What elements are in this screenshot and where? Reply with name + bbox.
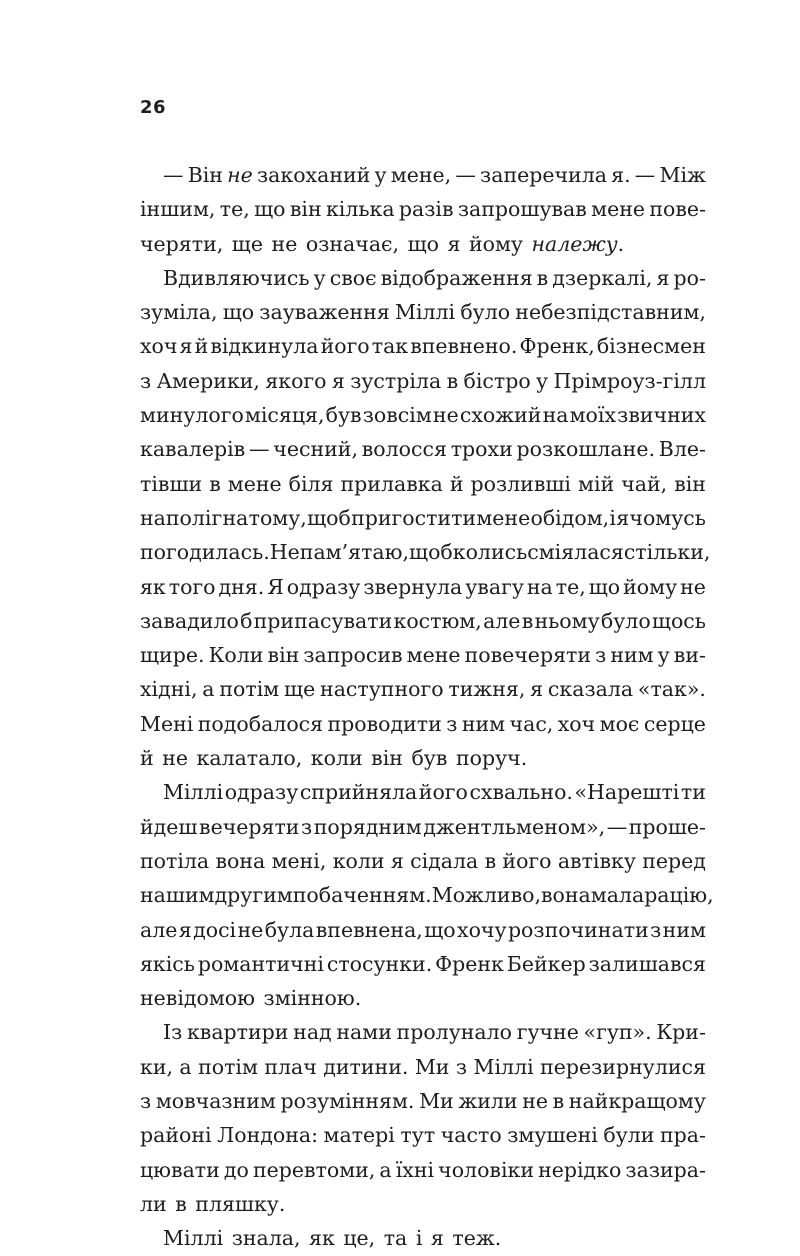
text-word: звернула [363, 574, 463, 599]
text-word: минулого [140, 403, 244, 428]
text-word: а [202, 677, 215, 702]
text-word: Міллі [394, 300, 456, 325]
text-word: ли [140, 1191, 167, 1216]
text-word: пра- [660, 1123, 706, 1148]
text-word: пам’ятаю, [299, 540, 410, 565]
text-word: повечеряти [464, 643, 592, 668]
text-word: Не [269, 540, 300, 565]
text-word: одразу [286, 574, 361, 599]
text-word: не [271, 231, 298, 256]
text-word: їхні [395, 1157, 435, 1182]
text-word: — [248, 437, 270, 462]
text-word: зауваження [259, 300, 390, 325]
text-word: я [656, 265, 670, 290]
text-word: його [502, 848, 552, 873]
text-line [140, 741, 706, 775]
text-word: не [237, 917, 264, 942]
text-word: йому [468, 231, 523, 256]
text-word: мене [591, 197, 646, 222]
text-word: у [536, 368, 549, 393]
text-word: мене, [390, 163, 452, 187]
text-word: Прімроуз-гілл [553, 368, 706, 393]
text-word: але [483, 608, 521, 633]
text-word: завадило [140, 608, 239, 633]
text-word: в [446, 368, 459, 393]
text-word: невідомою [140, 986, 255, 1011]
text-word: розпочинати [507, 917, 649, 942]
text-word: сідала [410, 848, 479, 873]
text-word: біля [288, 471, 334, 496]
text-word: йдеш [140, 814, 198, 839]
text-word: потім [219, 677, 280, 702]
text-word: він [267, 643, 300, 668]
text-line [140, 432, 706, 466]
text-word: чай, [621, 471, 668, 496]
text-word: вона [540, 883, 591, 908]
text-word: одразу [224, 780, 299, 805]
text-word: «Нарешті [574, 780, 680, 805]
text-word: над [293, 1020, 332, 1045]
text-word: й [194, 334, 209, 359]
text-word: вечеряти [199, 814, 300, 839]
text-word: Із [163, 1020, 183, 1045]
text-line [140, 227, 706, 261]
text-word: у [313, 265, 326, 290]
text-word: стосунки. [326, 951, 433, 976]
text-word: бістро [463, 368, 531, 393]
text-word: районі [140, 1123, 212, 1148]
text-line [140, 261, 706, 295]
text-word: плач [264, 1054, 317, 1079]
text-word: до [223, 1157, 249, 1182]
text-word: разів [398, 197, 454, 222]
text-word: у [374, 163, 387, 187]
text-word: кавалерів [140, 437, 246, 462]
text-word: трохи [450, 437, 513, 462]
text-word: з [301, 814, 313, 839]
text-word: якісь [140, 951, 195, 976]
text-line [140, 329, 706, 363]
text-word: коли [332, 848, 385, 873]
text-word: мовчазним [155, 1089, 276, 1114]
text-word: «так». [637, 677, 706, 702]
text-word: в [552, 1089, 565, 1114]
text-word: він [371, 746, 403, 771]
text-word: схожий [459, 403, 542, 428]
text-word: другим [214, 883, 293, 908]
text-word: часто [440, 1123, 502, 1148]
text-word: чесний, [273, 437, 358, 462]
text-word: пляшку. [195, 1191, 286, 1216]
text-word: Ми [414, 1054, 450, 1079]
text-line [140, 467, 706, 501]
text-word: перевтоми, [252, 1157, 376, 1182]
text-word: була [264, 917, 315, 942]
text-word: Френк [435, 951, 504, 976]
text-word: мене [227, 471, 282, 496]
text-word: було [600, 608, 651, 633]
text-word: як [309, 1226, 335, 1251]
text-word: Я [267, 574, 284, 599]
text-word: запросив [303, 643, 403, 668]
text-word: запрошував [457, 197, 587, 222]
text-line [140, 1118, 706, 1152]
text-word: з [595, 643, 607, 668]
text-word: щире. [140, 643, 205, 668]
text-word: а [179, 1054, 192, 1079]
text-word: був [411, 746, 448, 771]
text-line [140, 638, 706, 672]
text-word: найкращому [568, 1089, 706, 1114]
text-word: йому [623, 574, 678, 599]
text-word: черяти, [140, 231, 224, 256]
text-line [140, 570, 706, 604]
text-word: перезирнулися [540, 1054, 706, 1079]
text-word: на [222, 505, 249, 530]
text-word: ви- [673, 643, 706, 668]
text-word: сприйняла [299, 780, 418, 805]
text-word: ще [231, 231, 263, 256]
text-word: впевнено. [410, 334, 518, 359]
text-word: я [447, 231, 461, 256]
text-word: й [449, 471, 464, 496]
text-word: рацію, [644, 883, 714, 908]
text-word: — [455, 163, 476, 187]
text-word: зустріла [350, 368, 442, 393]
text-word: те, [219, 197, 250, 222]
text-word: але [140, 917, 178, 942]
text-word: що [588, 574, 621, 599]
text-word: щось [651, 608, 706, 633]
text-word: наступного [320, 677, 444, 702]
text-word: я. [611, 163, 631, 187]
text-word: небезпідставним, [515, 300, 706, 325]
text-word: романтичні [197, 951, 324, 976]
text-word: Міллі [163, 1226, 224, 1251]
text-line [140, 775, 706, 809]
text-word: ним [461, 711, 506, 736]
text-word: на [526, 574, 553, 599]
text-word: так [371, 334, 409, 359]
text-word: припасувати [253, 608, 393, 633]
text-word: мій [578, 471, 615, 496]
text-word: Ми [419, 1089, 454, 1114]
text-line [140, 672, 706, 706]
text-word: і [609, 505, 616, 530]
text-word: нашим [140, 883, 215, 908]
text-word: а [379, 1157, 392, 1182]
text-word: і [415, 1226, 423, 1251]
text-word: його [320, 334, 370, 359]
text-word: не [162, 746, 188, 771]
text-word: дзеркалі, [552, 265, 653, 290]
text-word: не [432, 403, 459, 428]
text-word: вона [215, 848, 266, 873]
text-word: ти [680, 780, 706, 805]
text-word: я [616, 505, 630, 530]
text-word: впевнена, [315, 917, 423, 942]
text-word: та [383, 1226, 408, 1251]
text-word: дня. [218, 574, 265, 599]
text-word: Можливо, [431, 883, 541, 908]
text-word: час, [509, 711, 554, 736]
text-word: чоловіки [438, 1157, 534, 1182]
text-word: що [254, 197, 286, 222]
text-line [140, 364, 706, 398]
text-word: як [140, 574, 166, 599]
text-word: в [536, 265, 549, 290]
text-word: змінною. [263, 986, 362, 1011]
text-word: означає, [305, 231, 400, 256]
text-word: волосся [361, 437, 447, 462]
text-word: зовсім [362, 403, 432, 428]
text-line [140, 1084, 706, 1118]
text-word: бізнесмен [596, 334, 706, 359]
text-word: хоч [557, 711, 596, 736]
text-word: розкошлане. [516, 437, 655, 462]
text-word: розлившi [470, 471, 571, 496]
text-word: не [680, 574, 706, 599]
text-word: пригостити [351, 505, 477, 530]
text-word: потім [198, 1054, 258, 1079]
text-word: я [430, 1226, 444, 1251]
text-word: кілька [325, 197, 395, 222]
text-word: зазира- [625, 1157, 706, 1182]
text-word: «гуп». [583, 1020, 652, 1045]
text-line [140, 158, 706, 192]
text-word: серце [643, 711, 706, 736]
text-word: ним [662, 917, 706, 942]
text-line [140, 192, 706, 226]
text-word: ще [284, 677, 316, 702]
text-word: хочу [457, 917, 507, 942]
text-word: з [140, 368, 152, 393]
text-word: він [674, 471, 706, 496]
text-line [140, 295, 706, 329]
text-word: джентльменом», [423, 814, 606, 839]
text-word: тому, [248, 505, 307, 530]
text-line [140, 707, 706, 741]
text-word: в [521, 608, 534, 633]
text-line [140, 981, 706, 1015]
text-word: мене [476, 505, 531, 530]
text-word: Френк, [519, 334, 595, 359]
text-line [140, 913, 706, 947]
text-word: б [240, 608, 253, 633]
text-word: нами [336, 1020, 392, 1045]
text-line [140, 810, 706, 844]
text-word: мала [590, 883, 645, 908]
text-word: в [209, 471, 221, 496]
text-word: поруч. [455, 746, 528, 771]
text-word: місяця, [244, 403, 325, 428]
text-word: Коли [208, 643, 264, 668]
text-word: Вле- [658, 437, 706, 462]
text-word: я [331, 368, 345, 393]
text-word: нерідко [538, 1157, 622, 1182]
text-word: тут [400, 1123, 436, 1148]
text-word: — [606, 814, 628, 839]
text-word: тижня, [448, 677, 526, 702]
text-word: що [222, 300, 255, 325]
text-word: квартири [186, 1020, 289, 1045]
text-word: розумінням. [280, 1089, 415, 1114]
text-word: я [179, 334, 193, 359]
text-word: щоб [409, 540, 453, 565]
text-word: обідом, [530, 505, 610, 530]
text-word: Міллі [473, 1054, 534, 1079]
text-word: я [390, 848, 404, 873]
text-word: відображення [380, 265, 533, 290]
text-line [140, 398, 706, 432]
text-word: — [634, 163, 656, 187]
text-word: Вдивляючись [163, 265, 310, 290]
text-word: хоч [140, 334, 178, 359]
text-word: я [530, 677, 544, 702]
text-word: калатало, [196, 746, 303, 771]
text-word: . [617, 231, 625, 256]
text-word: й [140, 746, 154, 771]
text-line [140, 604, 706, 638]
text-word: проводити [327, 711, 442, 736]
text-word: у [657, 643, 670, 668]
text-word: це, [343, 1226, 376, 1251]
text-word: пролунало [396, 1020, 513, 1045]
text-word: він [289, 197, 322, 222]
text-word: що [424, 917, 456, 942]
text-word: прилавка [340, 471, 443, 496]
text-word: наполіг [140, 505, 223, 530]
text-word: щоб [307, 505, 351, 530]
text-line [140, 535, 711, 569]
text-word: змушені [507, 1123, 598, 1148]
text-word: Мені [140, 711, 194, 736]
text-word: жили [458, 1089, 518, 1114]
text-word: автівку [557, 848, 636, 873]
text-word: що [407, 231, 439, 256]
text-word: своє [329, 265, 377, 290]
text-word: схвально. [469, 780, 573, 805]
text-word: Між [659, 163, 706, 187]
text-word: досі [193, 917, 237, 942]
text-line [140, 1187, 706, 1221]
text-word: гучне [516, 1020, 579, 1045]
text-word: з [650, 917, 662, 942]
text-word: тівши [140, 471, 203, 496]
text-word: не [227, 163, 253, 187]
text-word: залишався [588, 951, 706, 976]
text-word: якого [265, 368, 327, 393]
text-word: стільки, [623, 540, 711, 565]
text-line [140, 844, 706, 878]
text-word: цювати [140, 1157, 220, 1182]
body-text [140, 158, 714, 1256]
text-word: був [325, 403, 362, 428]
text-word: побаченням. [292, 883, 432, 908]
text-word: звичних [617, 403, 706, 428]
text-word: в [175, 1191, 187, 1216]
text-word: того [168, 574, 216, 599]
text-word: потіла [140, 848, 210, 873]
text-word: його [418, 780, 468, 805]
text-word: те, [555, 574, 586, 599]
text-line [140, 1221, 706, 1255]
text-line [140, 1015, 706, 1049]
text-word: Лондона: [217, 1123, 318, 1148]
text-word: коли [310, 746, 363, 771]
text-word: пове- [649, 197, 706, 222]
text-word: матері [323, 1123, 395, 1148]
text-word: проше- [628, 814, 706, 839]
text-word: хідні, [140, 677, 198, 702]
text-word: з [446, 711, 458, 736]
text-word: на [542, 403, 569, 428]
text-word: з [455, 1054, 468, 1079]
text-word: Міллі [163, 780, 224, 805]
text-line [140, 1153, 706, 1187]
text-word: були [603, 1123, 655, 1148]
text-word: Бейкер [506, 951, 586, 976]
text-word: сказала [547, 677, 634, 702]
text-word: не [522, 1089, 548, 1114]
text-word: Америки, [156, 368, 260, 393]
text-word: ньому [534, 608, 600, 633]
text-word: моє [599, 711, 640, 736]
text-word: закоханий [257, 163, 371, 187]
text-word: заперечила [480, 163, 607, 187]
text-word: ним [610, 643, 654, 668]
text-word: порядним [313, 814, 422, 839]
text-word: належу [531, 231, 618, 256]
text-word: було [460, 300, 511, 325]
page-number: 26 [140, 97, 167, 118]
text-word: моїх [569, 403, 617, 428]
text-word: теж. [452, 1226, 502, 1251]
text-word: Він [187, 163, 223, 187]
text-word: іншим, [140, 197, 216, 222]
text-word: чомусь [629, 505, 706, 530]
text-line [140, 1050, 706, 1084]
text-word: мені, [271, 848, 327, 873]
text-word: я [178, 917, 192, 942]
text-word: ки, [140, 1054, 173, 1079]
text-word: костюм, [393, 608, 482, 633]
text-line [140, 501, 706, 535]
text-word: увагу [465, 574, 524, 599]
text-line [140, 878, 714, 912]
text-word: знала, [231, 1226, 301, 1251]
text-word: колись [452, 540, 528, 565]
text-word: Кри- [656, 1020, 706, 1045]
text-word: зуміла, [140, 300, 218, 325]
text-word: сміялася [527, 540, 624, 565]
text-line [140, 947, 706, 981]
text-word: дитини. [323, 1054, 409, 1079]
text-word: перед [642, 848, 706, 873]
text-word: ро- [673, 265, 706, 290]
text-word: — [163, 163, 184, 187]
text-word: подобалося [197, 711, 324, 736]
text-word: відкинула [210, 334, 319, 359]
text-word: мене [406, 643, 461, 668]
text-word: в [484, 848, 497, 873]
text-word: з [140, 1089, 152, 1114]
text-word: погодилась. [140, 540, 270, 565]
